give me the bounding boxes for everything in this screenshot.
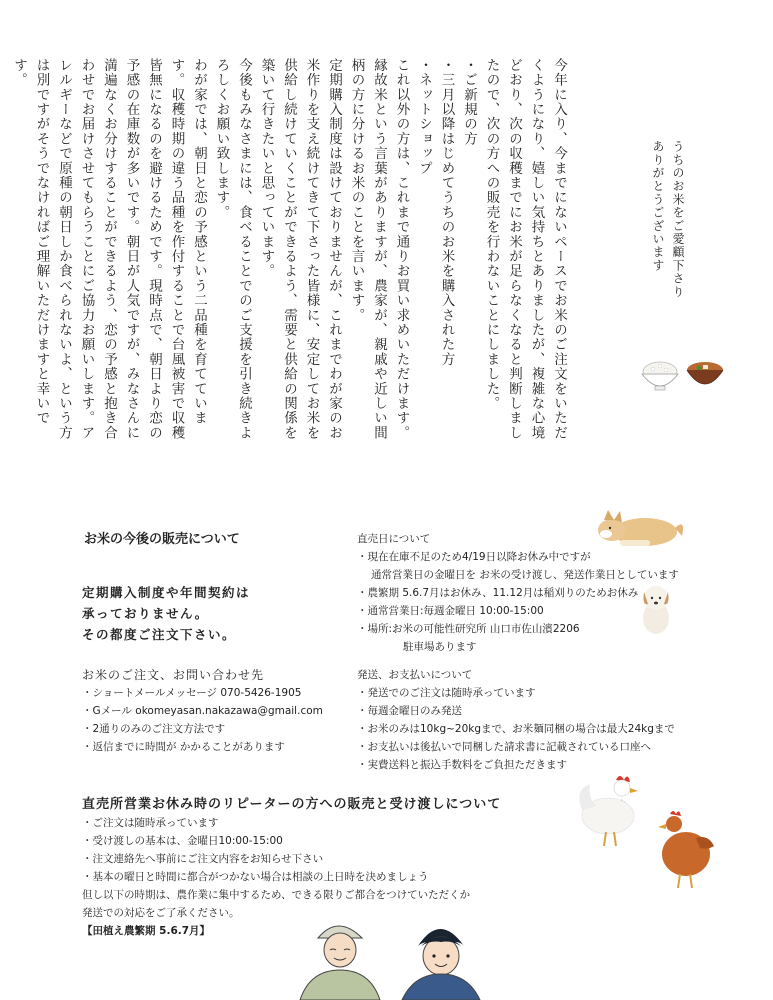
greeting xyxy=(648,140,688,380)
list-item: ・返信までに時間が かかることがあります xyxy=(82,741,285,753)
list-item: 但し以下の時期は、農作業に集中するため、できる限りご都合をつけていただくか xyxy=(82,889,471,901)
contract-note-line: その都度ご注文下さい。 xyxy=(82,627,237,642)
rice-bowl-icon xyxy=(638,358,682,394)
shipping-heading: 発送、お支払いについて xyxy=(357,669,473,681)
list-item: ・発送でのご注文は随時承っています xyxy=(357,687,536,699)
letter-paragraph: 今年に入り、今までにないペースでお米のご注文をいただくようになり、嬉しい気持ちとありましたが、複雑な心境どおり、次の収穫までにお米が足らなくなると判断しましたので、次の方への販売を行わないことにしました。 xyxy=(483,58,567,441)
contact-section xyxy=(82,666,323,756)
contract-note xyxy=(82,582,250,645)
list-item: ・農繁期 5.6.7月はお休み、11.12月は稲刈りのためお休み xyxy=(357,587,639,599)
list-item: ・通常営業日:毎週金曜日 10:00-15:00 xyxy=(357,605,544,617)
letter-paragraph: ・ご新規の方 xyxy=(461,58,477,147)
repeater-section xyxy=(82,796,501,940)
sms-contact: ・ショートメールメッセージ 070-5426-1905 xyxy=(82,687,302,699)
contact-heading: お米のご注文、お問い合わせ先 xyxy=(82,668,265,682)
list-item: ・ご注文は随時承っています xyxy=(82,817,219,829)
letter-paragraph: 縁故米という言葉がありますが、農家が、親戚や近しい間柄の方に分けるお米のことを言います。 xyxy=(348,58,387,441)
letter-paragraph: ・三月以降はじめてうちのお米を購入された方 xyxy=(438,58,455,367)
letter-paragraph: 今後もみなさまには、食べることでのご支援を引き続きよろしくお願い致します。 xyxy=(213,58,252,441)
list-item: ・現在在庫不足のため4/19日以降お休み中ですが xyxy=(357,551,591,563)
busy-season-note: 【田植え農繁期 5.6.7月】 xyxy=(82,925,211,937)
list-item: ・毎週金曜日のみ発送 xyxy=(357,705,462,717)
list-item: 発送での対応をご了承ください。 xyxy=(82,907,240,919)
list-item: ・お米のみは10kg~20kgまで、お米麺同梱の場合は最大24kgまで xyxy=(357,723,675,735)
miso-soup-icon xyxy=(683,356,727,392)
shipping-section xyxy=(357,666,675,774)
list-item: ・実費送料と振込手数料をご負担ただきます xyxy=(357,759,567,771)
letter-paragraph: ・ネットショップ xyxy=(416,58,432,176)
letter-paragraph: これ以外の方は、これまで通りお買い求めいただけます。 xyxy=(393,58,410,441)
list-item: 通常営業日の金曜日を お米の受け渡し、発送作業日としています xyxy=(371,569,679,581)
letter-body xyxy=(11,58,570,453)
repeater-heading: 直売所営業お休み時のリピーターの方への販売と受け渡しについて xyxy=(82,797,502,812)
greeting-line: うちのお米をご愛顧下さり xyxy=(671,140,685,299)
store-days-section xyxy=(357,530,679,656)
list-item: ・2通りのみのご注文方法です xyxy=(82,723,226,735)
list-item: ・場所:お米の可能性研究所 山口市佐山濱2206 xyxy=(357,623,580,635)
list-item: ・お支払いは後払いで同梱した請求書に記載されている口座へ xyxy=(357,741,651,753)
hen-illustration xyxy=(652,808,718,892)
list-item: ・基本の曜日と時間に都合がつかない場合は相談の上日時を決めましょう xyxy=(82,871,429,883)
rooster-illustration xyxy=(572,770,650,850)
store-days-heading: 直売日について xyxy=(357,533,431,545)
email-contact[interactable]: ・Gメール okomeyasan.nakazawa@gmail.com xyxy=(82,705,323,717)
greeting-line: ありがとうございます xyxy=(651,140,665,272)
contract-note-line: 定期購入制度や年間契約は xyxy=(82,585,251,600)
contract-note-line: 承っておりません。 xyxy=(82,606,209,621)
letter-paragraph: 定期購入制度は設けておりませんが、これまでわが家のお米作りを支え続けてきて下さった皆様に、安定してお米を供給し続けていくことができるよう、需要と供給の関係を築いて行きたいと思っています。 xyxy=(258,58,342,441)
list-item: ・注文連絡先へ事前にご注文内容をお知らせ下さい xyxy=(82,853,324,865)
list-item: 駐車場あります xyxy=(403,641,477,653)
sales-section-title: お米の今後の販売について xyxy=(84,532,240,547)
list-item: ・受け渡しの基本は、金曜日10:00-15:00 xyxy=(82,835,283,847)
letter-paragraph: わが家では、朝日と恋の予感という二品種を育てています。収穫時期の違う品種を作付することで台風被害で収穫皆無になるのを避けるためです。現時点で、朝日より恋の予感の在庫数が多いです。朝日が人気ですが、みなさんに満遍なくお分けすることができるよう、恋の予感と抱き合わせでお届けさせてもらうことにご協力お願いします。アレルギーなどで原種の朝日しか食べられないよ、という方は別ですがそうでなければご理解いただけますと幸いです。 xyxy=(11,58,207,441)
